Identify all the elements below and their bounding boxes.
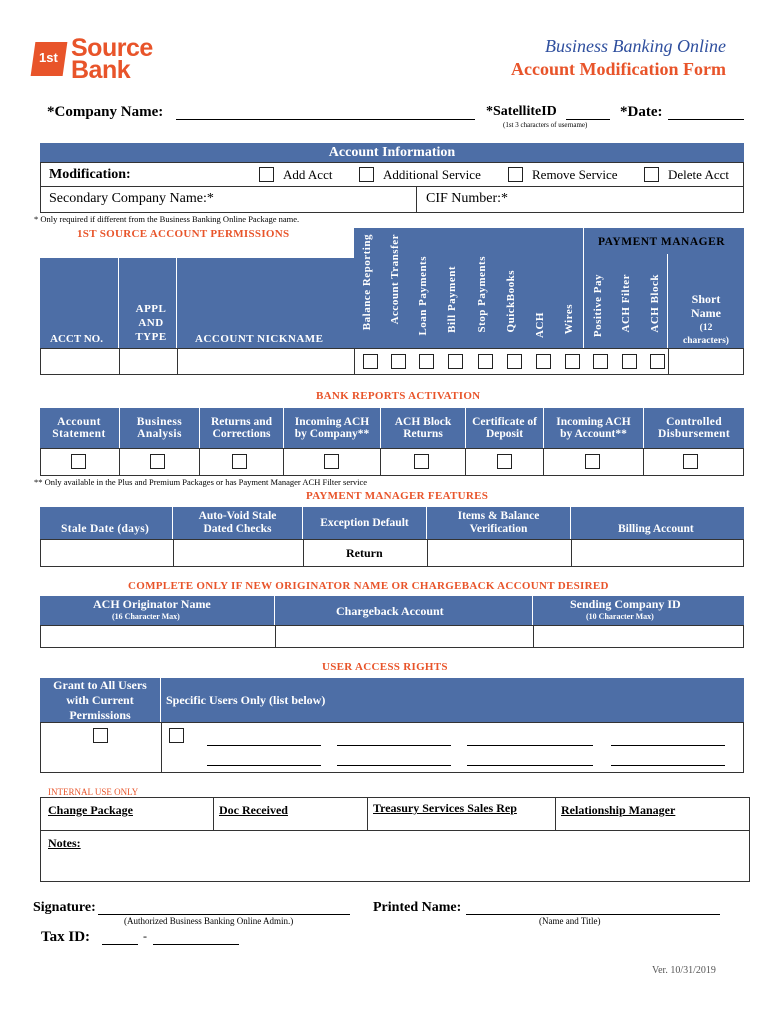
col-ach-block: ACH Block [649, 274, 661, 333]
sending-company-label: Sending Company ID [570, 597, 681, 611]
pmf-div-1 [173, 540, 174, 567]
br-div-1 [119, 449, 120, 476]
user-field-5[interactable] [207, 765, 321, 766]
col-bill-payment: Bill Payment [446, 266, 458, 333]
ach-block-returns-checkbox[interactable] [414, 454, 429, 469]
secondary-row [40, 187, 744, 213]
grant-all-checkbox[interactable] [93, 728, 108, 743]
company-name-field[interactable] [176, 119, 475, 120]
returns-corrections-checkbox[interactable] [232, 454, 247, 469]
signature-hint: (Authorized Business Banking Online Admin.) [124, 916, 294, 926]
user-access-row [40, 722, 744, 773]
report-incoming-ach-company: Incoming ACH by Company** [283, 408, 380, 448]
tax-id-field-2[interactable] [153, 944, 239, 945]
stop-payments-checkbox[interactable] [478, 354, 493, 369]
originator-title: COMPLETE ONLY IF NEW ORIGINATOR NAME OR CHARGEBACK ACCOUNT DESIRED [128, 580, 609, 592]
short-name-divider [667, 254, 668, 348]
add-acct-checkbox[interactable] [259, 167, 274, 182]
user-field-8[interactable] [611, 765, 725, 766]
ach-originator-label: ACH Originator Name [93, 597, 211, 611]
bank-logo [33, 36, 178, 82]
printed-name-label: Printed Name: [373, 900, 462, 915]
delete-acct-label: Delete Acct [668, 167, 729, 182]
controlled-disbursement-checkbox[interactable] [683, 454, 698, 469]
bill-payment-checkbox[interactable] [448, 354, 463, 369]
user-access-title: USER ACCESS RIGHTS [322, 661, 448, 673]
bank-reports-header [40, 408, 744, 448]
report-returns-corrections: Returns and Corrections [199, 408, 283, 448]
incoming-ach-company-checkbox[interactable] [324, 454, 339, 469]
account-info-title: Account Information [328, 144, 456, 160]
entry-divider-2 [177, 349, 178, 375]
col-stop-payments: Stop Payments [476, 256, 488, 333]
permissions-header [40, 258, 354, 348]
add-acct-label: Add Acct [283, 167, 333, 182]
internal-use-title: INTERNAL USE ONLY [48, 787, 139, 797]
items-balance-label: Items & Balance Verification [426, 507, 570, 539]
account-statement-checkbox[interactable] [71, 454, 86, 469]
br-div-3 [283, 449, 284, 476]
certificate-deposit-checkbox[interactable] [497, 454, 512, 469]
user-field-3[interactable] [467, 745, 593, 746]
permissions-entry-row [40, 348, 744, 375]
pm-features-row [40, 539, 744, 567]
bank-reports-title: BANK REPORTS ACTIVATION [316, 390, 481, 402]
header-title-2: Account Modification Form [511, 59, 726, 79]
col-quickbooks: QuickBooks [505, 270, 517, 333]
printed-name-field[interactable] [466, 914, 720, 915]
return-label: Return [346, 546, 383, 560]
bank-reports-note: ** Only available in the Plus and Premium Packages or has Payment Manager ACH Filter service [34, 477, 368, 487]
specific-users-label: Specific Users Only (list below) [166, 693, 326, 707]
br-div-5 [465, 449, 466, 476]
orig-row-div-2 [533, 626, 534, 648]
secondary-company-label: Secondary Company Name:* [49, 191, 214, 206]
services-columns [354, 228, 744, 348]
satellite-id-hint: (1st 3 characters of username) [503, 121, 588, 129]
signature-label: Signature: [33, 900, 96, 915]
user-field-7[interactable] [467, 765, 593, 766]
cif-number-label: CIF Number:* [426, 191, 509, 206]
modification-label: Modification: [49, 167, 131, 182]
originator-row [40, 625, 744, 648]
exception-default-label: Exception Default [302, 507, 426, 539]
br-div-4 [380, 449, 381, 476]
report-account-statement: Account Statement [52, 416, 106, 440]
tax-id-dash: - [143, 929, 147, 943]
ach-checkbox[interactable] [536, 354, 551, 369]
additional-service-checkbox[interactable] [359, 167, 374, 182]
ach-filter-checkbox[interactable] [622, 354, 637, 369]
quickbooks-checkbox[interactable] [507, 354, 522, 369]
user-field-4[interactable] [611, 745, 725, 746]
specific-users-checkbox[interactable] [169, 728, 184, 743]
col-positive-pay: Positive Pay [592, 274, 604, 338]
col-ach-filter: ACH Filter [620, 274, 632, 333]
bank-reports-row [40, 448, 744, 476]
originator-header [40, 596, 744, 625]
doc-received-label: Doc Received [219, 803, 288, 817]
pmf-div-4 [571, 540, 572, 567]
user-access-header [40, 678, 744, 722]
positive-pay-checkbox[interactable] [593, 354, 608, 369]
chargeback-label: Chargeback Account [336, 604, 444, 618]
satellite-id-field[interactable] [566, 119, 610, 120]
logo-bank: Bank [71, 56, 131, 84]
notes-box[interactable] [40, 831, 750, 882]
pm-divider [583, 228, 584, 348]
internal-row [40, 797, 750, 831]
incoming-ach-account-checkbox[interactable] [585, 454, 600, 469]
report-ach-block-returns: ACH Block Returns [380, 408, 465, 448]
additional-service-label: Additional Service [383, 167, 481, 182]
br-div-7 [643, 449, 644, 476]
pmf-div-2 [303, 540, 304, 567]
pm-features-title: PAYMENT MANAGER FEATURES [306, 490, 489, 502]
date-field[interactable] [668, 119, 744, 120]
entry-divider-1 [119, 349, 120, 375]
report-incoming-ach-account: Incoming ACH by Account** [543, 408, 643, 448]
stale-date-label: Stale Date (days) [61, 523, 150, 535]
sending-company-hint: (10 Character Max) [586, 612, 654, 621]
entry-divider-short [668, 349, 669, 375]
billing-account-label: Billing Account [618, 523, 694, 535]
version-label: Ver. 10/31/2019 [652, 965, 716, 976]
int-div-3 [555, 798, 556, 831]
acct-no-label: ACCT NO. [50, 333, 103, 345]
signature-field[interactable] [98, 914, 350, 915]
business-analysis-checkbox[interactable] [150, 454, 165, 469]
report-controlled-disbursement: Controlled Disbursement [643, 408, 744, 448]
user-field-1[interactable] [207, 745, 321, 746]
orig-divider-2 [532, 596, 533, 625]
tax-id-field-1[interactable] [102, 944, 138, 945]
orig-row-div-1 [275, 626, 276, 648]
autovoid-label: Auto-Void Stale Dated Checks [172, 507, 302, 539]
logo-prefix: 1st [39, 50, 58, 65]
remove-service-label: Remove Service [532, 167, 618, 182]
relationship-mgr-label: Relationship Manager [561, 803, 676, 817]
pmf-div-3 [427, 540, 428, 567]
billing-divider [570, 507, 571, 539]
int-div-2 [367, 798, 368, 831]
pm-features-header [40, 507, 744, 539]
user-field-2[interactable] [337, 745, 451, 746]
modification-row [40, 162, 744, 187]
secondary-divider [416, 187, 417, 212]
header-title-1: Business Banking Online [545, 36, 726, 56]
payment-manager-title: PAYMENT MANAGER [598, 236, 726, 248]
treasury-rep-label: Treasury Services Sales Rep [373, 801, 517, 815]
appl-type-label: APPL AND TYPE [135, 303, 167, 343]
short-name-hint: (12 characters) [683, 323, 729, 346]
short-name-label: Short Name [691, 292, 721, 320]
logo-source: Source [71, 34, 153, 62]
ach-block-checkbox[interactable] [650, 354, 665, 369]
satellite-id-label: *SatelliteID [486, 104, 557, 119]
col-account-transfer: Account Transfer [389, 234, 401, 325]
br-div-2 [199, 449, 200, 476]
notes-label: Notes: [48, 836, 81, 850]
user-field-6[interactable] [337, 765, 451, 766]
ua-row-divider [161, 723, 162, 773]
wires-checkbox[interactable] [565, 354, 580, 369]
report-business-analysis: Business Analysis [119, 408, 199, 448]
col-wires: Wires [563, 304, 575, 335]
nickname-label: ACCOUNT NICKNAME [195, 333, 324, 345]
remove-service-checkbox[interactable] [508, 167, 523, 182]
permissions-title: 1ST SOURCE ACCOUNT PERMISSIONS [77, 228, 290, 240]
change-package-label: Change Package [48, 803, 133, 817]
orig-divider-1 [274, 596, 275, 625]
account-info-note: * Only required if different from the Business Banking Online Package name. [34, 214, 300, 224]
balance-reporting-checkbox[interactable] [363, 354, 378, 369]
report-certificate-deposit: Certificate of Deposit [465, 408, 543, 448]
tax-id-label: Tax ID: [41, 929, 91, 945]
col-loan-payments: Loan Payments [417, 256, 429, 336]
perm-divider-2 [176, 258, 177, 348]
account-info-header [40, 143, 744, 162]
printed-name-hint: (Name and Title) [539, 916, 601, 926]
br-div-6 [543, 449, 544, 476]
perm-divider-1 [118, 258, 119, 348]
grant-all-label: Grant to All Users with Current Permissions [53, 677, 147, 722]
entry-divider-3 [354, 349, 355, 375]
ua-divider [160, 678, 161, 722]
company-name-label: *Company Name: [47, 104, 164, 120]
account-transfer-checkbox[interactable] [391, 354, 406, 369]
col-ach: ACH [534, 312, 546, 338]
loan-payments-checkbox[interactable] [419, 354, 434, 369]
date-label: *Date: [620, 104, 663, 120]
delete-acct-checkbox[interactable] [644, 167, 659, 182]
ach-originator-hint: (16 Character Max) [112, 612, 180, 621]
int-div-1 [213, 798, 214, 831]
col-balance-reporting: Balance Reporting [361, 234, 373, 331]
